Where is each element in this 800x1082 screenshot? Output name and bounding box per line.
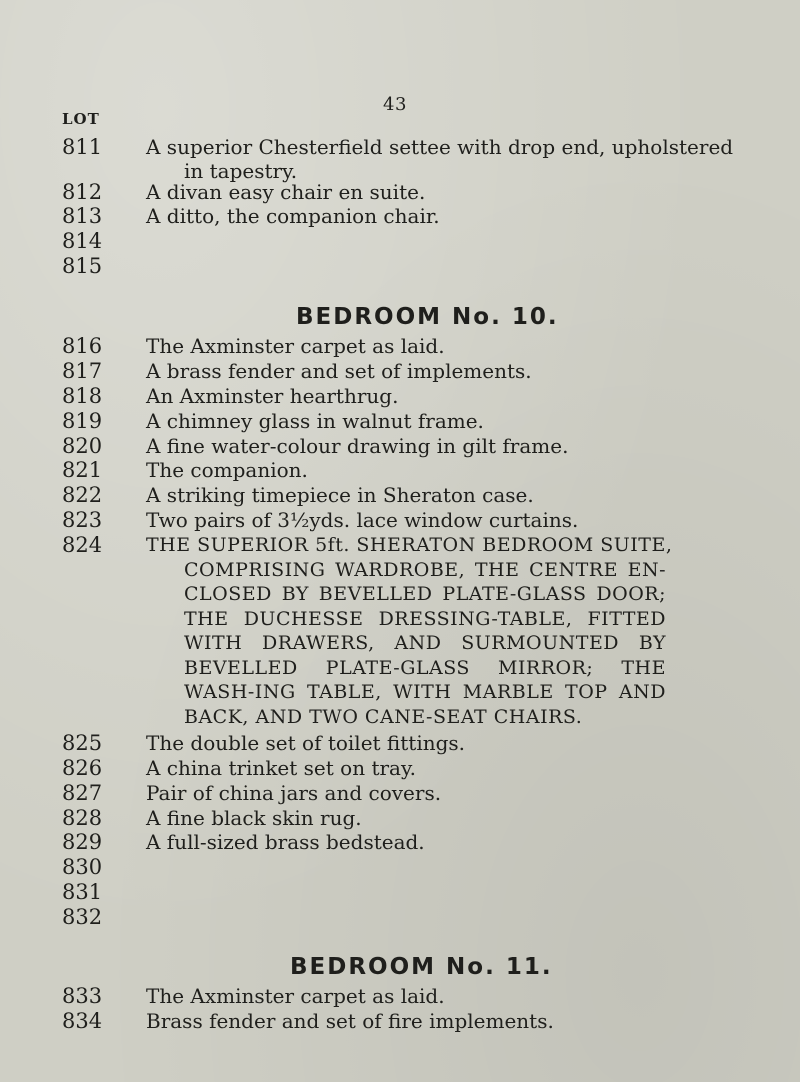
lot-number: 820 <box>62 434 103 458</box>
lot-description: A striking timepiece in Sheraton case. <box>146 483 534 507</box>
page-number: 43 <box>383 94 407 115</box>
lot-number: 833 <box>62 984 103 1008</box>
lot-column-header: LOT <box>62 110 100 128</box>
lot-number: 817 <box>62 359 103 383</box>
lot-number: 828 <box>62 806 103 830</box>
lot-number: 826 <box>62 756 103 780</box>
lot-description: A superior Chesterfield settee with drop end, upholstered <box>146 135 734 159</box>
lot-description: A china trinket set on tray. <box>146 756 416 780</box>
lot-number: 818 <box>62 384 103 408</box>
lot-number: 824 <box>62 533 103 557</box>
lot-number: 832 <box>62 905 103 929</box>
lot-number: 831 <box>62 880 103 904</box>
lot-number: 834 <box>62 1009 103 1033</box>
lot-description: Pair of china jars and covers. <box>146 781 442 805</box>
lot-description: A chimney glass in walnut frame. <box>146 409 484 433</box>
lot-number: 815 <box>62 254 103 278</box>
lot-description: A divan easy chair en suite. <box>146 180 426 204</box>
suite-first-line: THE SUPERIOR 5ft. SHERATON BEDROOM SUITE, <box>146 534 673 556</box>
lot-number: 819 <box>62 409 103 433</box>
lot-description: Two pairs of 3½yds. lace window curtains. <box>146 508 579 532</box>
lot-number: 821 <box>62 458 103 482</box>
lot-description: A fine black skin rug. <box>146 806 362 830</box>
lot-description: A fine water-colour drawing in gilt frame. <box>146 434 569 458</box>
lot-number: 830 <box>62 855 103 879</box>
lot-description: The Axminster carpet as laid. <box>146 984 445 1008</box>
lot-description: A ditto, the companion chair. <box>146 204 440 228</box>
lot-number: 813 <box>62 204 103 228</box>
lot-description: An Axminster hearthrug. <box>146 384 399 408</box>
lot-description: A full-sized brass bedstead. <box>146 830 425 854</box>
lot-number: 814 <box>62 229 103 253</box>
lot-description: Brass fender and set of fire implements. <box>146 1009 554 1033</box>
lot-number: 811 <box>62 135 103 159</box>
suite-details: COMPRISING WARDROBE, THE CENTRE EN-CLOSED BY BEVELLED PLATE-GLASS DOOR; THE DUCHESSE DRESSING-TABLE, FITTED WITH DRAWERS, AND SURMOUNTED BY BEVELLED PLATE-GLASS MIRROR; THE WASH-ING TABLE, WITH MARBLE TOP AND BACK, AND TWO CANE-SEAT CHAIRS. <box>184 558 666 728</box>
lot-number: 822 <box>62 483 103 507</box>
lot-number: 827 <box>62 781 103 805</box>
suite-description <box>146 533 673 729</box>
lot-description: The double set of toilet fittings. <box>146 731 466 755</box>
section-heading: BEDROOM No. 11. <box>290 954 553 980</box>
section-heading: BEDROOM No. 10. <box>296 304 559 330</box>
lot-number: 812 <box>62 180 103 204</box>
lot-description: A brass fender and set of implements. <box>146 359 532 383</box>
lot-number: 823 <box>62 508 103 532</box>
lot-description: The companion. <box>146 458 308 482</box>
lot-description: The Axminster carpet as laid. <box>146 334 445 358</box>
lot-number: 816 <box>62 334 103 358</box>
lot-description-continued: in tapestry. <box>184 159 298 183</box>
lot-number: 825 <box>62 731 103 755</box>
lot-number: 829 <box>62 830 103 854</box>
